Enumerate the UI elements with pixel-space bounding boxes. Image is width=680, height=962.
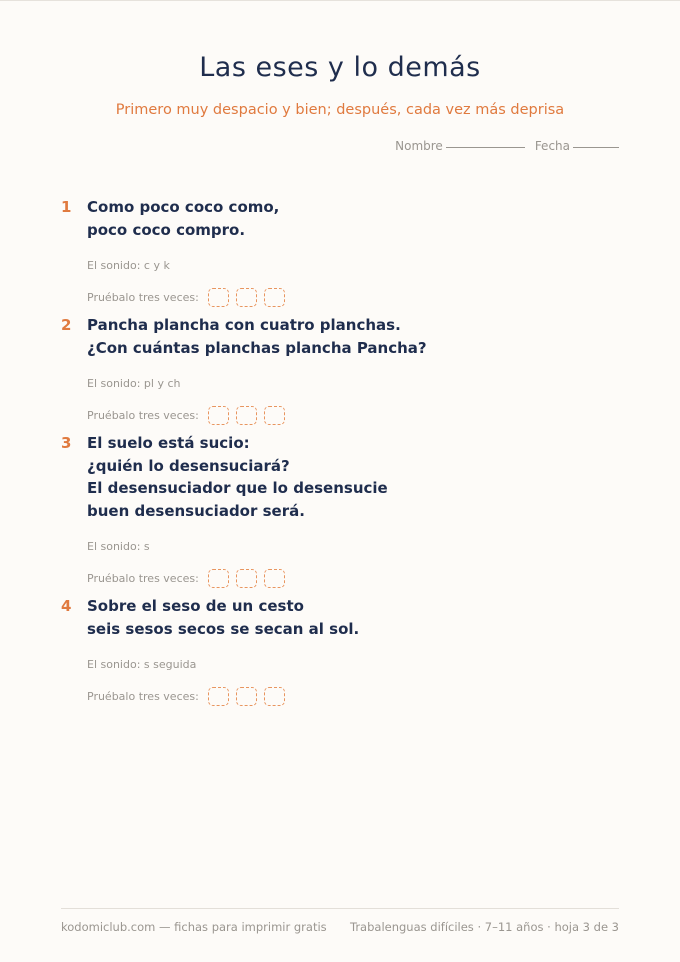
exercise-2 [61,314,621,425]
tongue-twister-line: buen desensuciador será. [87,501,305,520]
sound-hint: El sonido: s seguida [87,658,197,671]
page-title: Las eses y lo demás [199,52,481,83]
page-subtitle: Primero muy despacio y bien; después, cada vez más deprisa [115,102,565,118]
tick-box[interactable] [236,288,257,307]
tongue-twister-text [87,432,388,522]
tick-box[interactable] [264,406,285,425]
exercise-4 [61,595,621,706]
tongue-twister-text [87,314,427,359]
tick-boxes [208,288,292,307]
tongue-twister-line: ¿quién lo desensuciará? [87,456,290,475]
tick-box[interactable] [264,687,285,706]
try-label: Pruébalo tres veces: [87,572,199,585]
tongue-twister-line: poco coco compro. [87,220,246,239]
exercise-3 [61,432,621,588]
tongue-twister-text [87,196,279,241]
exercise-number: 3 [61,434,72,452]
date-line [573,146,619,148]
footer-divider [61,908,619,909]
footer-page-info: Trabalenguas difíciles · 7–11 años · hoja 3 de 3 [349,920,619,934]
tick-boxes [208,687,292,706]
tongue-twister-line: seis sesos secos se secan al sol. [87,619,360,638]
exercise-number: 2 [61,316,72,334]
tongue-twister-line: El desensuciador que lo desensucie [87,479,388,497]
footer-site: kodomiclub.com — fichas para imprimir gratis [61,920,327,934]
exercise-number: 1 [61,198,72,216]
tick-boxes [208,569,292,588]
tongue-twister-line: Pancha plancha con cuatro planchas. [87,316,401,334]
name-field[interactable] [395,139,525,153]
exercise-number: 4 [61,597,72,615]
tongue-twister-line: Como poco coco como, [87,198,280,216]
try-row [87,288,621,307]
try-label: Pruébalo tres veces: [87,409,199,422]
try-row [87,406,621,425]
date-label: Fecha [534,139,570,153]
name-line [446,146,525,148]
sound-hint: El sonido: s [87,540,150,553]
tongue-twister-text [87,595,359,640]
tongue-twister-line: El suelo está sucio: [87,434,250,452]
tick-boxes [208,406,292,425]
tick-box[interactable] [236,406,257,425]
tick-box[interactable] [264,288,285,307]
exercise-1 [61,196,621,307]
try-row [87,569,621,588]
top-divider [0,0,680,1]
tick-box[interactable] [264,569,285,588]
date-field[interactable] [535,139,619,153]
name-label: Nombre [395,139,443,153]
try-label: Pruébalo tres veces: [87,291,199,304]
sound-hint: El sonido: pl y ch [87,377,181,390]
tick-box[interactable] [208,288,229,307]
tick-box[interactable] [236,687,257,706]
tick-box[interactable] [208,569,229,588]
tongue-twister-line: ¿Con cuántas planchas plancha Pancha? [87,338,427,357]
tongue-twister-line: Sobre el seso de un cesto [87,597,304,615]
name-date-fields [395,139,619,153]
sound-hint: El sonido: c y k [87,259,170,272]
try-label: Pruébalo tres veces: [87,690,199,703]
tick-box[interactable] [208,687,229,706]
tick-box[interactable] [236,569,257,588]
try-row [87,687,621,706]
tick-box[interactable] [208,406,229,425]
